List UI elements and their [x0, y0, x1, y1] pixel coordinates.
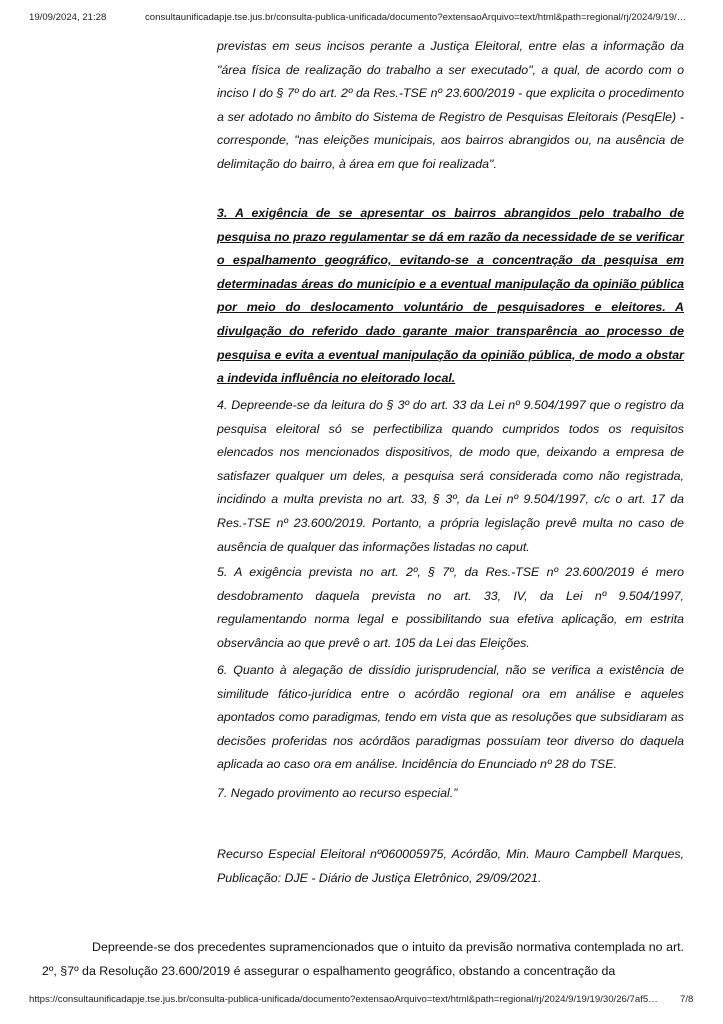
quote-paragraph-4: 4. Depreende-se da leitura do § 3º do art. 33 da Lei nº 9.504/1997 que o registro da pesquisa eleitoral só se perfectibiliza quando cumpridos todos os requisitos elencados nos mencionados dispositivos, de modo que, deixando a empresa de satisfazer qualquer um deles, a pesquisa será considerada como não registrada, incidindo a multa prevista no art. 33, § 3º, da Lei nº 9.504/1997, c/c o art. 17 da Res.-TSE nº 23.600/2019. Portanto, a própria legislação prevê multa no caso de ausência de qualquer das informações listadas no caput. — [217, 398, 684, 554]
case-citation: Recurso Especial Eleitoral nº060005975, Acórdão, Min. Mauro Campbell Marques, Publicação: DJE - Diário de Justiça Eletrônico, 29/09/2021. — [217, 847, 684, 885]
paragraph-number: 3. — [217, 206, 228, 220]
quote-paragraph-intro: previstas em seus incisos perante a Justiça Eleitoral, entre elas a informação da "área física de realização do trabalho a ser executado", a qual, de acordo com o inciso I do § 7º do art. 2º da Res.-TSE nº 23.600/2019 - que explicita o procedimento a ser adotado no âmbito do Sistema de Registro de Pesquisas Eleitorais (PesqEle) - corresponde, "nas eleições municipais, aos bairros abrangidos ou, na ausência de delimitação do bairro, à área em que foi realizada". — [217, 39, 684, 171]
paragraph-3-text: A exigência de se apresentar os bairros abrangidos pelo trabalho de pesquisa no prazo regulamentar se dá em razão da necessidade de se verificar o espalhamento geográfico, evitando-se a concentração da pesquisa em determinadas áreas do município e a eventual manipulação da opinião pública por meio do deslocamento voluntário de pesquisadores e eleitores. A divulgação do referido dado garante maior transparência ao processo de pesquisa e evita a eventual manipulação da opinião pública, de modo a obstar a indevida influência no eleitorado local. — [217, 206, 684, 386]
page-number: 7/8 — [680, 994, 694, 1005]
print-footer-url: https://consultaunificadapje.tse.jus.br/consulta-publica-unificada/documento?extensaoArquivo=text/html&path=regional/rj/2024/9/19/19/30/26/7af5… — [29, 994, 658, 1005]
print-header-url: consultaunificadapje.tse.jus.br/consulta-publica-unificada/documento?extensaoArquivo=text/html&path=regional/rj/2024/9/19/… — [145, 12, 687, 23]
quote-paragraph-5: 5. A exigência prevista no art. 2º, § 7º, da Res.-TSE nº 23.600/2019 é mero desdobramento daquela prevista no art. 33, IV, da Lei nº 9.504/1997, regulamentando norma legal e possibilitando sua efetiva aplicação, em estrita observância ao que prevê o art. 105 da Lei das Eleições. — [217, 565, 684, 650]
quote-paragraph-3 — [217, 202, 684, 391]
quote-paragraph-7: 7. Negado provimento ao recurso especial.” — [217, 786, 458, 800]
print-datetime: 19/09/2024, 21:28 — [29, 12, 107, 23]
body-paragraph: Depreende-se dos precedentes supramencionados que o intuito da previsão normativa contemplada no art. 2º, §7º da Resolução 23.600/2019 é assegurar o espalhamento geográfico, obstando a concentração da — [42, 940, 684, 978]
quote-paragraph-6: 6. Quanto à alegação de dissídio jurisprudencial, não se verifica a existência de similitude fático-jurídica entre o acórdão regional ora em análise e aqueles apontados como paradigmas, tendo em vista que as resoluções que subsidiaram as decisões proferidas nos acórdãos paradigmas possuíam teor diverso do daquela aplicada ao caso ora em análise. Incidência do Enunciado nº 28 do TSE. — [217, 663, 684, 772]
